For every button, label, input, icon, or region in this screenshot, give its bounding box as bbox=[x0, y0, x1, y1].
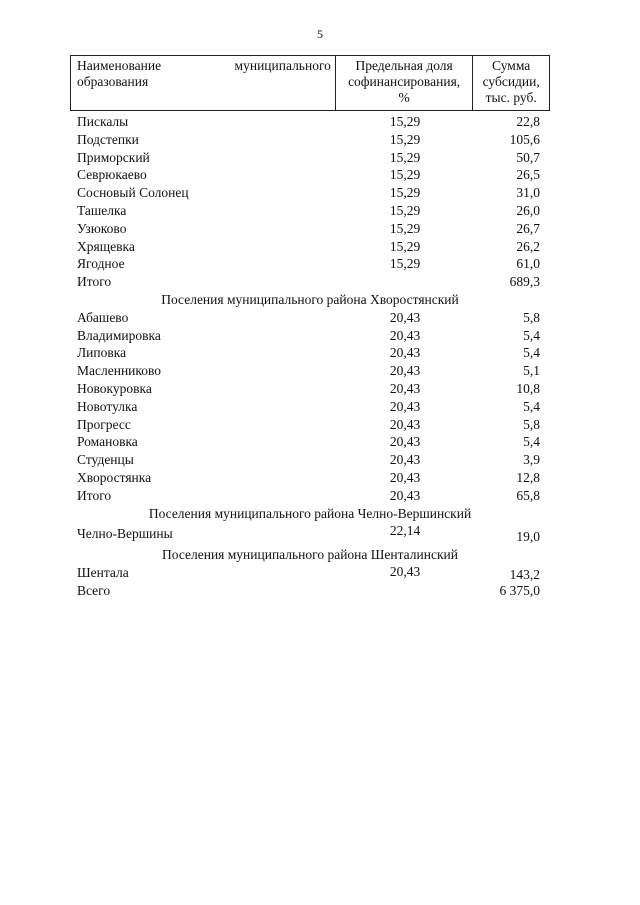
header-col-name-word1: Наименование bbox=[77, 58, 162, 73]
row-name: Приморский bbox=[77, 149, 150, 165]
subsidy-table bbox=[70, 55, 550, 600]
table-row-total bbox=[70, 582, 550, 600]
row-sum: 26,7 bbox=[516, 220, 540, 236]
table-body bbox=[70, 113, 550, 600]
row-name: Шентала bbox=[77, 565, 129, 581]
table-row bbox=[70, 451, 550, 469]
row-share: 20,43 bbox=[389, 398, 421, 414]
header-col-share-line1: Предельная доля bbox=[355, 58, 453, 73]
row-sum: 5,1 bbox=[523, 363, 540, 379]
row-name: Новокуровка bbox=[77, 380, 152, 396]
row-sum: 3,9 bbox=[523, 452, 540, 468]
table-row bbox=[70, 220, 550, 238]
row-share: 20,43 bbox=[389, 380, 421, 396]
row-name: Ташелка bbox=[77, 202, 127, 218]
table-row bbox=[70, 309, 550, 327]
row-share: 22,14 bbox=[389, 523, 421, 539]
row-share: 15,29 bbox=[389, 238, 421, 254]
row-name: Прогресс bbox=[77, 416, 131, 432]
row-name: Всего bbox=[77, 582, 111, 598]
row-share: 20,43 bbox=[389, 363, 421, 379]
row-share: 20,43 bbox=[389, 434, 421, 450]
row-sum: 61,0 bbox=[516, 256, 540, 272]
row-sum: 5,8 bbox=[523, 309, 540, 325]
header-col-name bbox=[71, 56, 336, 110]
row-name: Новотулка bbox=[77, 398, 138, 414]
row-sum: 26,2 bbox=[516, 238, 540, 254]
row-sum: 10,8 bbox=[516, 380, 540, 396]
row-share: 15,29 bbox=[389, 114, 421, 129]
row-sum: 5,4 bbox=[523, 345, 540, 361]
header-col-sum-line2: субсидии, bbox=[482, 74, 540, 89]
row-name: Челно-Вершины bbox=[77, 526, 173, 542]
row-share bbox=[336, 273, 474, 291]
table-row bbox=[70, 184, 550, 202]
header-col-sum-line3: тыс. руб. bbox=[485, 90, 537, 105]
header-col-name-word2: муниципального bbox=[234, 58, 331, 73]
row-share: 15,29 bbox=[389, 256, 421, 272]
header-col-sum bbox=[473, 56, 549, 110]
row-name: Сосновый Солонец bbox=[77, 185, 189, 201]
row-name: Липовка bbox=[77, 345, 127, 361]
header-col-share-line2: софинансирования, bbox=[348, 74, 461, 89]
row-sum: 105,6 bbox=[509, 131, 540, 147]
row-sum: 689,3 bbox=[509, 274, 540, 290]
row-share: 20,43 bbox=[389, 416, 421, 432]
table-row bbox=[70, 327, 550, 345]
row-sum: 50,7 bbox=[516, 149, 540, 165]
page-number: 5 bbox=[317, 27, 323, 41]
row-sum: 31,0 bbox=[516, 185, 540, 201]
row-share: 20,43 bbox=[389, 469, 421, 485]
row-share: 15,29 bbox=[389, 185, 421, 201]
group-1-rows bbox=[70, 113, 550, 291]
row-sum: 5,8 bbox=[523, 416, 540, 432]
row-share: 20,43 bbox=[389, 309, 421, 325]
table-row-chelno-vershiny bbox=[70, 522, 550, 546]
row-sum: 26,0 bbox=[516, 202, 540, 218]
row-name: Подстепки bbox=[77, 131, 139, 147]
header-col-sum-line1: Сумма bbox=[492, 58, 531, 73]
row-sum: 22,8 bbox=[516, 114, 540, 129]
row-name: Хворостянка bbox=[77, 469, 152, 485]
row-share: 20,43 bbox=[389, 487, 421, 503]
table-row bbox=[70, 166, 550, 184]
section-heading-shentalinsky: Поселения муниципального района Шенталинский bbox=[162, 547, 458, 563]
row-share bbox=[336, 582, 474, 600]
group-2-rows bbox=[70, 309, 550, 505]
table-row bbox=[70, 362, 550, 380]
row-sum: 26,5 bbox=[516, 167, 540, 183]
table-row bbox=[70, 469, 550, 487]
table-row bbox=[70, 238, 550, 256]
section-heading-chelno-vershinsky: Поселения муниципального района Челно-Вершинский bbox=[148, 505, 472, 521]
row-share: 15,29 bbox=[389, 202, 421, 218]
table-row bbox=[70, 344, 550, 362]
row-sum: 19,0 bbox=[516, 529, 540, 545]
row-name: Студенцы bbox=[77, 452, 134, 468]
row-share: 20,43 bbox=[389, 327, 421, 343]
row-sum: 65,8 bbox=[516, 487, 540, 503]
row-share: 15,29 bbox=[389, 167, 421, 183]
row-sum: 12,8 bbox=[516, 469, 540, 485]
header-col-share-line3: % bbox=[398, 90, 410, 105]
row-share: 20,43 bbox=[389, 345, 421, 361]
row-name: Хрящевка bbox=[77, 238, 135, 254]
table-row bbox=[70, 131, 550, 149]
row-share: 15,29 bbox=[389, 149, 421, 165]
row-sum: 143,2 bbox=[509, 567, 540, 583]
row-name: Масленниково bbox=[77, 363, 162, 379]
table-row bbox=[70, 149, 550, 167]
table-header bbox=[70, 55, 550, 111]
row-sum: 6 375,0 bbox=[499, 582, 540, 598]
row-share: 20,43 bbox=[389, 564, 421, 580]
table-row-shentala bbox=[70, 564, 550, 582]
table-row bbox=[70, 380, 550, 398]
table-row bbox=[70, 398, 550, 416]
section-heading-khvorostyansky: Поселения муниципального района Хворостянский bbox=[161, 291, 459, 307]
table-row bbox=[70, 487, 550, 505]
header-col-share bbox=[336, 56, 473, 110]
table-row bbox=[70, 202, 550, 220]
header-col-name-line2: образования bbox=[77, 74, 149, 89]
table-row bbox=[70, 113, 550, 131]
row-name: Севрюкаево bbox=[77, 167, 147, 183]
row-name: Владимировка bbox=[77, 327, 161, 343]
table-row bbox=[70, 433, 550, 451]
row-share: 15,29 bbox=[389, 131, 421, 147]
row-name: Итого bbox=[77, 487, 112, 503]
row-name: Пискалы bbox=[77, 114, 129, 129]
row-name: Абашево bbox=[77, 309, 129, 325]
row-name: Романовка bbox=[77, 434, 138, 450]
row-name: Узюково bbox=[77, 220, 127, 236]
table-row bbox=[70, 255, 550, 273]
table-row bbox=[70, 416, 550, 434]
table-row bbox=[70, 273, 550, 291]
row-sum: 5,4 bbox=[523, 327, 540, 343]
row-name: Итого bbox=[77, 274, 112, 290]
row-sum: 5,4 bbox=[523, 434, 540, 450]
row-name: Ягодное bbox=[77, 256, 125, 272]
row-sum: 5,4 bbox=[523, 398, 540, 414]
row-share: 20,43 bbox=[389, 452, 421, 468]
row-share: 15,29 bbox=[389, 220, 421, 236]
